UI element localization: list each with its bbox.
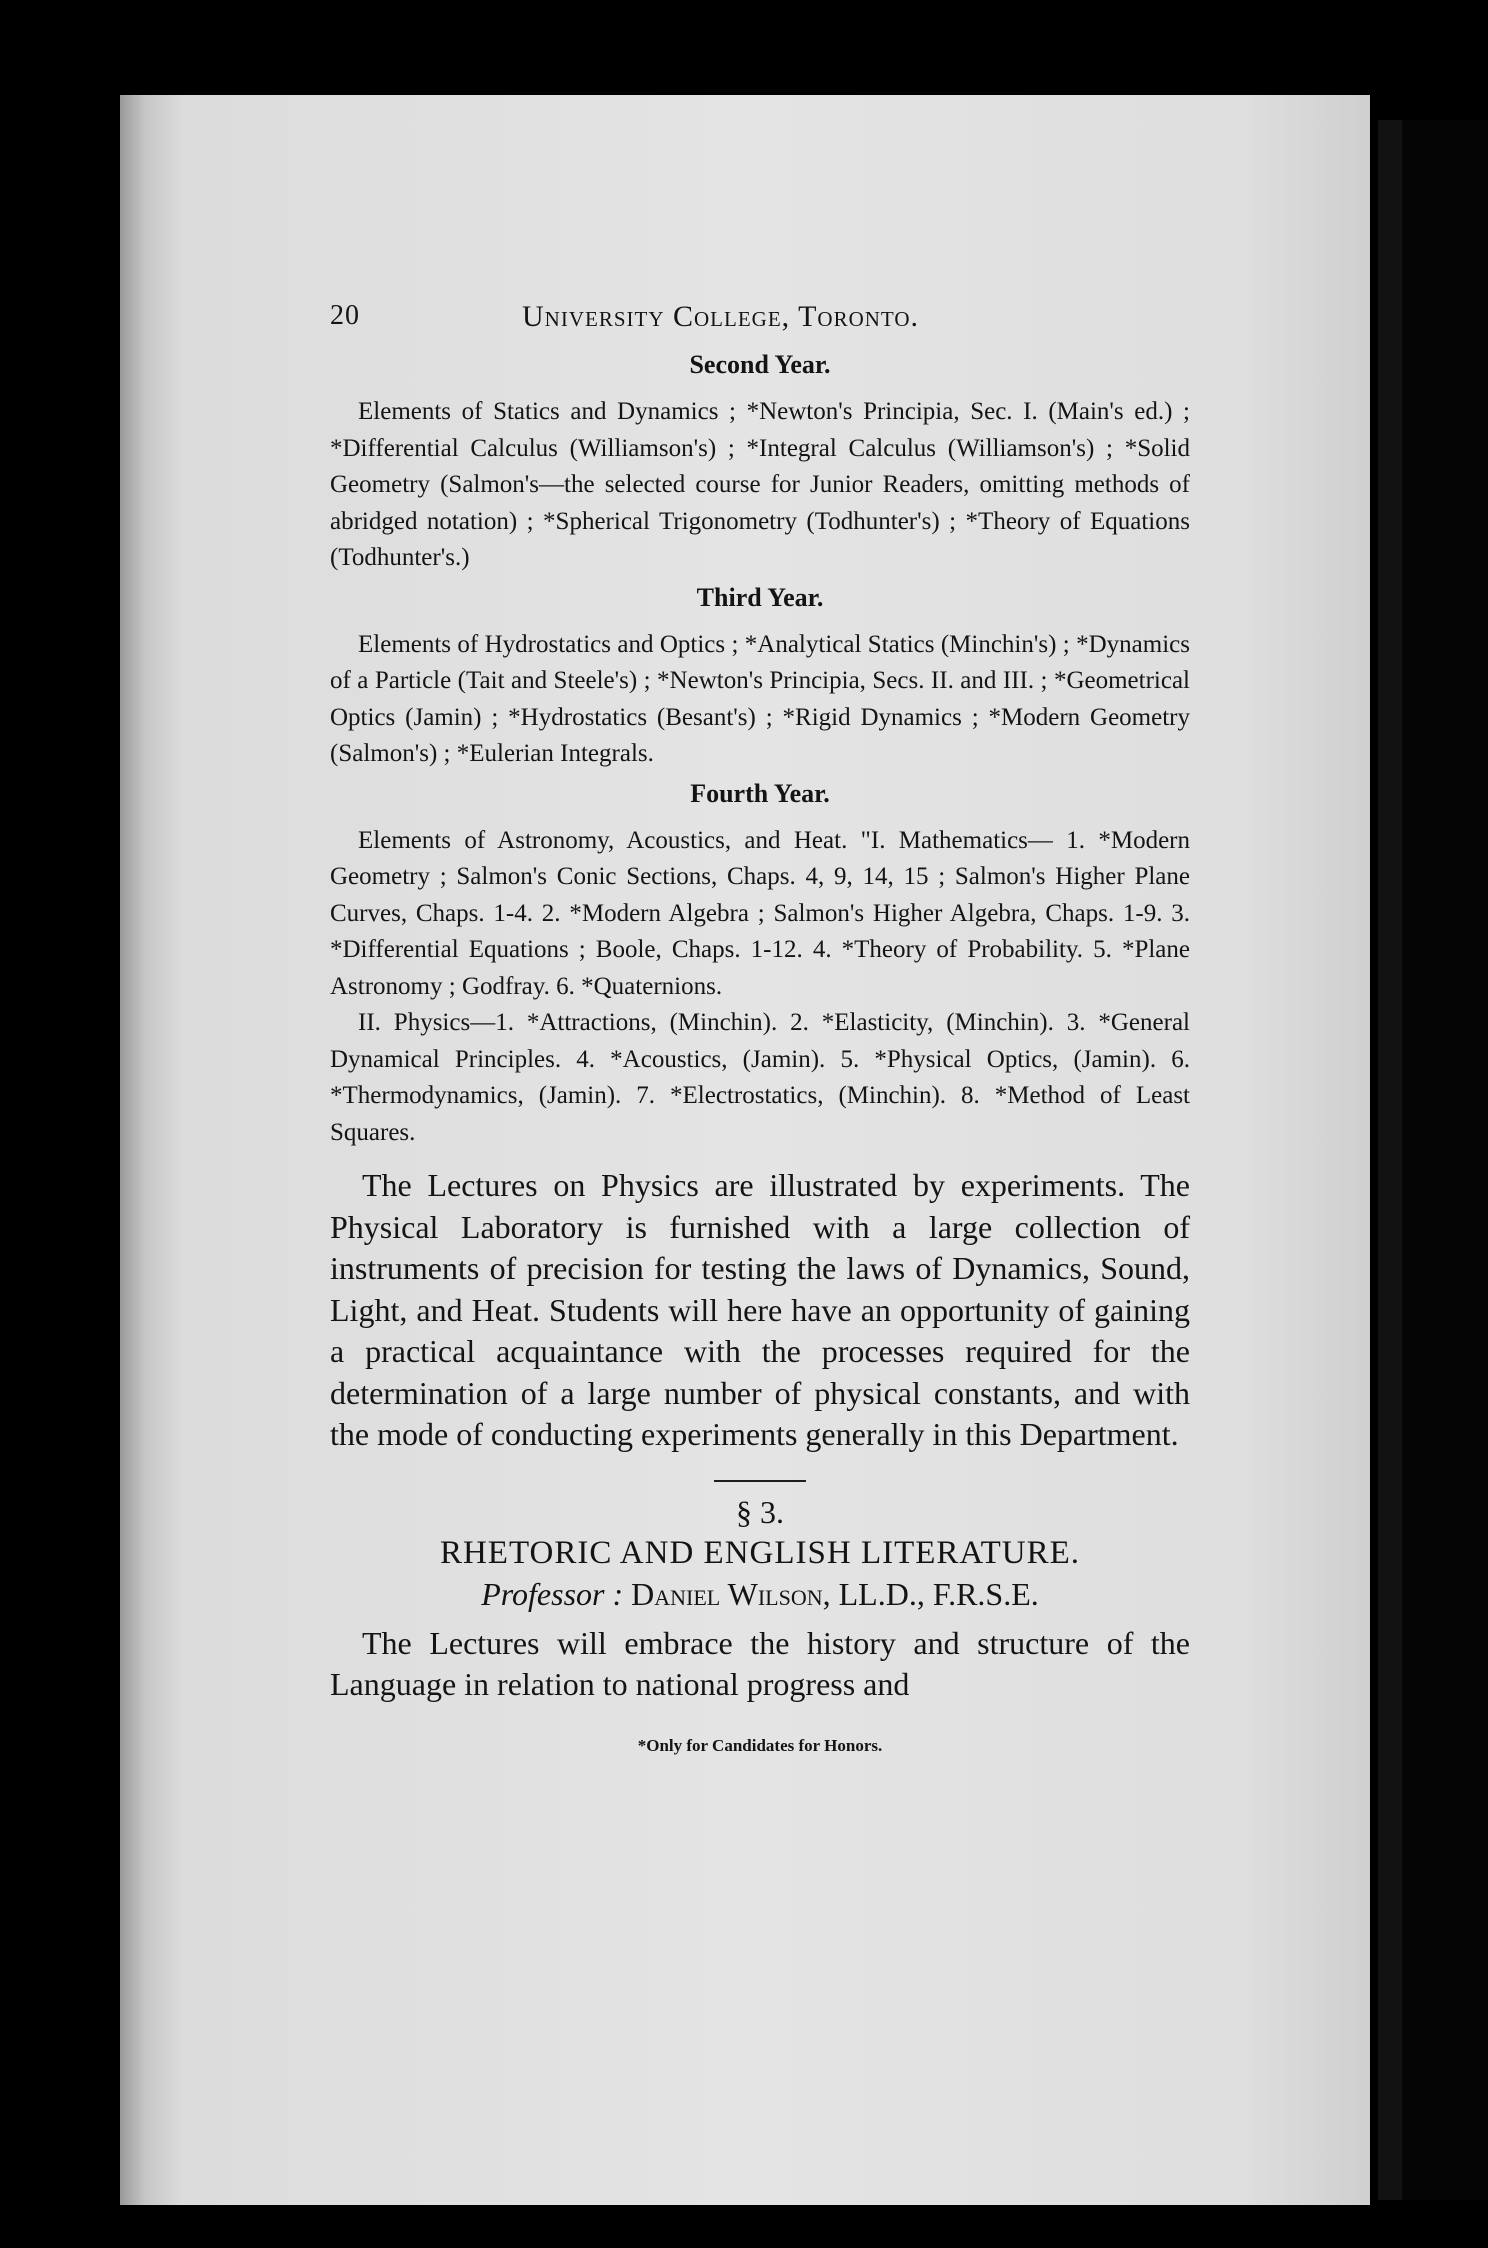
page-gutter [1378,120,1402,2200]
professor-line [330,1576,1190,1613]
page-number: 20 [330,300,360,331]
third-year-text: Elements of Hydrostatics and Optics ; *Analytical Statics (Minchin's) ; *Dynamics of a Particle (Tait and Steele's) ; *Newton's Principia, Secs. II. and III. ; *Geometrical Optics (Jamin) ; *Hydrostatics (Besant's) ; *Rigid Dynamics ; *Modern Geometry (Salmon's) ; *Eulerian Integrals. [330,630,1190,767]
fourth-year-mathematics-text: Elements of Astronomy, Acoustics, and Heat. "I. Mathematics— 1. *Modern Geometry ; Salmon's Conic Sections, Chaps. 4, 9, 14, 15 ; Salmon's Higher Plane Curves, Chaps. 1-4. 2. *Modern Algebra ; Salmon's Higher Algebra, Chaps. 1-9. 3. *Differential Equations ; Boole, Chaps. 1-12. 4. *Theory of Probability. 5. *Plane Astronomy ; Godfray. 6. *Quaternions. [330,826,1190,1000]
section-divider [714,1480,806,1482]
section-number: § 3. [736,1493,784,1530]
facing-page-edge [1402,120,1488,2200]
fourth-year-heading: Fourth Year. [690,778,830,808]
professor-name: Daniel Wilson, LL.D., F.R.S.E. [631,1575,1039,1612]
professor-label: Professor : [481,1575,624,1612]
rhetoric-paragraph: The Lectures will embrace the history and structure of the Language in relation to national progress and [330,1624,1190,1702]
physics-laboratory-paragraph: The Lectures on Physics are illustrated by experiments. The Physical Laboratory is furnished with a large collection of instruments of precision for testing the laws of Dynamics, Sound, Light, and Heat. Students will here have an opportunity of gaining a practical acquaintance with the processes required for the determination of a large number of physical constants, and with the mode of conducting experiments generally in this Department. [330,1167,1190,1452]
section-title: RHETORIC AND ENGLISH LITERATURE. [439,1534,1081,1571]
second-year-text: Elements of Statics and Dynamics ; *Newton's Principia, Sec. I. (Main's ed.) ; *Differential Calculus (Williamson's) ; *Integral Calculus (Williamson's) ; *Solid Geometry (Salmon's—the selected course for Junior Readers, omitting methods of abridged notation) ; *Spherical Trigonometry (Todhunter's) ; *Theory of Equations (Todhunter's.) [330,398,1190,571]
running-head: University College, Toronto. [522,300,920,333]
page-content [330,300,1190,1756]
fourth-year-physics-text: II. Physics—1. *Attractions, (Minchin). 2. *Elasticity, (Minchin). 3. *General Dynamical Principles. 4. *Acoustics, (Jamin). 5. *Physical Optics, (Jamin). 6. *Thermodynamics, (Jamin). 7. *Electrostatics, (Minchin). 8. *Method of Least Squares. [330,1009,1190,1146]
third-year-heading: Third Year. [696,582,824,612]
second-year-heading: Second Year. [689,350,831,379]
footnote: *Only for Candidates for Honors. [637,1735,883,1755]
page-header [330,300,1190,346]
